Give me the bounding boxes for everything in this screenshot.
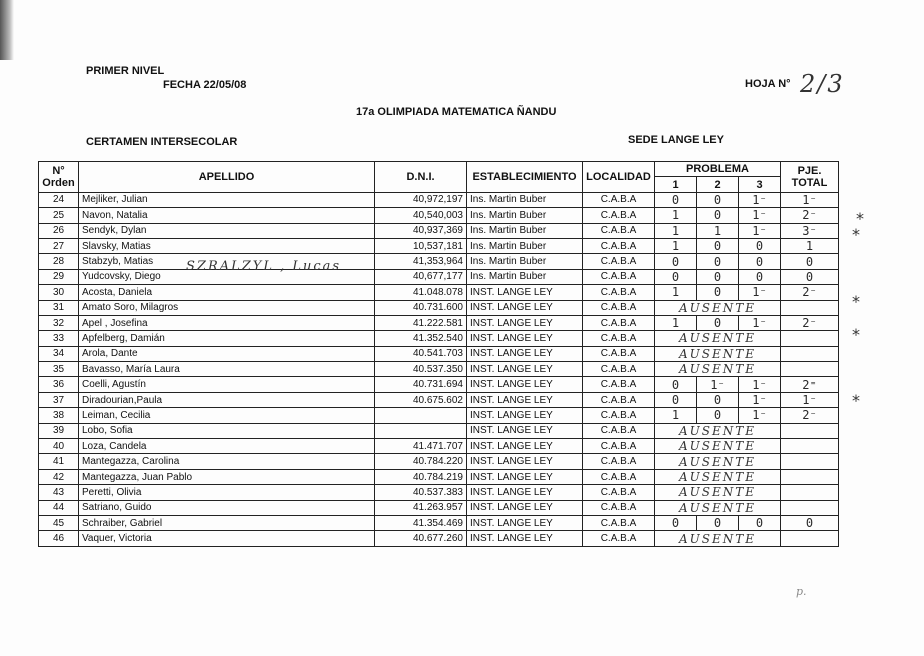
dni-cell: 40,540,003 [375,208,467,223]
handwritten-name: SZRALZYL , Lucas [186,259,342,274]
dni-cell: 40.675.602 [375,392,467,407]
problema-2-cell: 0 [697,515,739,530]
problema-2-cell: 0 [697,254,739,269]
table-row [39,423,839,438]
col-dni: D.N.I. [375,162,467,193]
dni-cell: 40.537.383 [375,485,467,500]
apellido-cell: Vaquer, Victoria [79,531,375,546]
ausente-cell: AUSENTE [655,485,781,500]
problema-1-cell: 1 [655,238,697,253]
star-mark: * [852,391,860,411]
total-cell [781,423,839,438]
dni-cell: 41.222.581 [375,315,467,330]
ausente-cell: AUSENTE [655,346,781,361]
localidad-cell: C.A.B.A [583,254,655,269]
total-cell: 2⁼ [781,377,839,392]
dni-cell: 41.263.957 [375,500,467,515]
orden-cell: 33 [39,331,79,346]
total-cell [781,331,839,346]
col-localidad: LOCALIDAD [583,162,655,193]
orden-cell: 30 [39,285,79,300]
localidad-cell: C.A.B.A [583,392,655,407]
col-orden [39,162,79,193]
problema-2-cell: 1 [697,223,739,238]
sede-label: SEDE LANGE LEY [628,134,724,146]
orden-cell: 41 [39,454,79,469]
establecimiento-cell: INST. LANGE LEY [467,377,583,392]
localidad-cell: C.A.B.A [583,223,655,238]
establecimiento-cell: INST. LANGE LEY [467,485,583,500]
table-row [39,238,839,253]
problema-1-cell: 1 [655,208,697,223]
dni-cell: 40,677,177 [375,269,467,284]
apellido-cell: Leiman, Cecilia [79,408,375,423]
apellido-cell: Bavasso, María Laura [79,362,375,377]
apellido-cell: Diradourian,Paula [79,392,375,407]
ausente-cell: AUSENTE [655,439,781,454]
apellido-cell: Mantegazza, Carolina [79,454,375,469]
total-cell: 2⁻ [781,408,839,423]
localidad-cell: C.A.B.A [583,331,655,346]
apellido-cell: Sendyk, Dylan [79,223,375,238]
orden-cell: 43 [39,485,79,500]
apellido-cell: Lobo, Sofia [79,423,375,438]
orden-cell: 29 [39,269,79,284]
table-row [39,315,839,330]
orden-cell: 25 [39,208,79,223]
localidad-cell: C.A.B.A [583,469,655,484]
problema-1-cell: 0 [655,392,697,407]
problema-3-cell: 1⁻ [739,377,781,392]
dni-cell: 40,937,369 [375,223,467,238]
problema-1-cell: 1 [655,315,697,330]
localidad-cell: C.A.B.A [583,515,655,530]
ausente-cell: AUSENTE [655,454,781,469]
problema-1-cell: 1 [655,285,697,300]
localidad-cell: C.A.B.A [583,408,655,423]
localidad-cell: C.A.B.A [583,531,655,546]
col-p2: 2 [697,177,739,192]
total-cell: 1⁻ [781,392,839,407]
localidad-cell: C.A.B.A [583,377,655,392]
table-row [39,392,839,407]
orden-cell: 31 [39,300,79,315]
star-mark: * [852,324,860,344]
dni-cell: 40.731.694 [375,377,467,392]
dni-cell: 41.048.078 [375,285,467,300]
orden-cell: 40 [39,439,79,454]
table-row [39,531,839,546]
orden-cell: 32 [39,315,79,330]
dni-cell: 40,972,197 [375,192,467,207]
table-row [39,362,839,377]
dni-cell: 41.354.469 [375,515,467,530]
total-cell: 1⁻ [781,192,839,207]
total-cell: 3⁻ [781,223,839,238]
dni-cell: 41,353,964 [375,254,467,269]
apellido-cell: Mejliker, Julian [79,192,375,207]
problema-2-cell: 0 [697,269,739,284]
establecimiento-cell: Ins. Martin Buber [467,254,583,269]
dni-cell: 10,537,181 [375,238,467,253]
dni-cell: 40.537.350 [375,362,467,377]
apellido-cell: Stabzyb, Matias [79,254,375,269]
total-cell [781,531,839,546]
dni-cell [375,423,467,438]
page-title: 17a OLIMPIADA MATEMATICA ÑANDU [356,106,557,118]
orden-cell: 27 [39,238,79,253]
star-mark: * [852,291,860,311]
ausente-cell: AUSENTE [655,300,781,315]
problema-2-cell: 0 [697,315,739,330]
total-cell [781,362,839,377]
establecimiento-cell: INST. LANGE LEY [467,285,583,300]
orden-cell: 38 [39,408,79,423]
table-row [39,285,839,300]
orden-cell: 46 [39,531,79,546]
apellido-cell: Mantegazza, Juan Pablo [79,469,375,484]
total-cell: 0 [781,269,839,284]
total-cell: 2⁻ [781,208,839,223]
dni-cell: 41.471.707 [375,439,467,454]
dni-cell: 40.541.703 [375,346,467,361]
orden-cell: 28 [39,254,79,269]
ausente-cell: AUSENTE [655,469,781,484]
table-row [39,439,839,454]
problema-3-cell: 0 [739,238,781,253]
scan-edge-shadow [0,0,14,60]
orden-cell: 42 [39,469,79,484]
table-row [39,346,839,361]
table-row [39,515,839,530]
col-pje-line2: TOTAL [791,176,828,189]
total-cell [781,454,839,469]
dni-cell: 40.677.260 [375,531,467,546]
establecimiento-cell: INST. LANGE LEY [467,362,583,377]
hoja-label: HOJA N° [745,78,791,90]
ausente-cell: AUSENTE [655,423,781,438]
orden-cell: 24 [39,192,79,207]
establecimiento-cell: INST. LANGE LEY [467,346,583,361]
apellido-cell: Peretti, Olivia [79,485,375,500]
problema-3-cell: 1⁻ [739,315,781,330]
localidad-cell: C.A.B.A [583,485,655,500]
apellido-cell: Apfelberg, Damián [79,331,375,346]
problema-1-cell: 0 [655,377,697,392]
apellido-cell: Yudcovsky, Diego [79,269,375,284]
star-mark: * [852,225,860,245]
establecimiento-cell: Ins. Martin Buber [467,208,583,223]
col-p1: 1 [655,177,697,192]
establecimiento-cell: INST. LANGE LEY [467,300,583,315]
establecimiento-cell: INST. LANGE LEY [467,531,583,546]
problema-3-cell: 1⁻ [739,285,781,300]
apellido-cell: Satriano, Guido [79,500,375,515]
apellido-cell: Schraiber, Gabriel [79,515,375,530]
dni-cell: 40.731.600 [375,300,467,315]
establecimiento-cell: INST. LANGE LEY [467,423,583,438]
localidad-cell: C.A.B.A [583,269,655,284]
establecimiento-cell: Ins. Martin Buber [467,223,583,238]
star-mark: * [856,208,864,228]
establecimiento-cell: INST. LANGE LEY [467,454,583,469]
problema-1-cell: 0 [655,254,697,269]
col-orden-line1: N° [52,164,65,177]
certamen-label: CERTAMEN INTERSECOLAR [86,136,238,148]
orden-cell: 26 [39,223,79,238]
table-row [39,377,839,392]
total-cell [781,500,839,515]
establecimiento-cell: Ins. Martin Buber [467,238,583,253]
total-cell [781,300,839,315]
problema-1-cell: 1 [655,408,697,423]
localidad-cell: C.A.B.A [583,454,655,469]
col-pje-line1: PJE. [797,164,822,177]
localidad-cell: C.A.B.A [583,362,655,377]
problema-1-cell: 0 [655,269,697,284]
table-row [39,454,839,469]
problema-1-cell: 0 [655,192,697,207]
col-problema: PROBLEMA [655,162,781,177]
problema-3-cell: 0 [739,269,781,284]
localidad-cell: C.A.B.A [583,285,655,300]
orden-cell: 34 [39,346,79,361]
col-apellido: APELLIDO [79,162,375,193]
col-p3: 3 [739,177,781,192]
establecimiento-cell: INST. LANGE LEY [467,469,583,484]
dni-cell: 40.784.219 [375,469,467,484]
establecimiento-cell: INST. LANGE LEY [467,392,583,407]
apellido-cell: Navon, Natalia [79,208,375,223]
table-body [39,192,839,546]
dni-cell [375,408,467,423]
problema-2-cell: 0 [697,408,739,423]
table-row [39,485,839,500]
apellido-cell: Apel , Josefina [79,315,375,330]
apellido-cell: Amato Soro, Milagros [79,300,375,315]
localidad-cell: C.A.B.A [583,315,655,330]
problema-3-cell: 1⁻ [739,408,781,423]
orden-cell: 45 [39,515,79,530]
establecimiento-cell: INST. LANGE LEY [467,500,583,515]
problema-1-cell: 0 [655,515,697,530]
table-row [39,223,839,238]
establecimiento-cell: INST. LANGE LEY [467,408,583,423]
table-row [39,269,839,284]
problema-3-cell: 1⁻ [739,192,781,207]
apellido-cell: Arola, Dante [79,346,375,361]
problema-3-cell: 0 [739,254,781,269]
dni-cell: 40.784.220 [375,454,467,469]
ausente-cell: AUSENTE [655,362,781,377]
problema-2-cell: 0 [697,392,739,407]
orden-cell: 37 [39,392,79,407]
localidad-cell: C.A.B.A [583,500,655,515]
problema-2-cell: 0 [697,285,739,300]
localidad-cell: C.A.B.A [583,208,655,223]
ausente-cell: AUSENTE [655,500,781,515]
problema-2-cell: 0 [697,238,739,253]
establecimiento-cell: INST. LANGE LEY [467,315,583,330]
stray-mark: p. [796,585,807,598]
total-cell [781,346,839,361]
orden-cell: 39 [39,423,79,438]
col-orden-line2: Orden [42,176,75,189]
total-cell: 2⁻ [781,315,839,330]
localidad-cell: C.A.B.A [583,423,655,438]
problema-3-cell: 1⁻ [739,392,781,407]
dni-cell: 41.352.540 [375,331,467,346]
apellido-cell: Loza, Candela [79,439,375,454]
apellido-cell: Slavsky, Matias [79,238,375,253]
total-cell: 2⁻ [781,285,839,300]
establecimiento-cell: INST. LANGE LEY [467,331,583,346]
problema-3-cell: 1⁻ [739,208,781,223]
table-row [39,300,839,315]
localidad-cell: C.A.B.A [583,346,655,361]
hoja-value: 2/3 [800,70,845,98]
localidad-cell: C.A.B.A [583,238,655,253]
results-table [38,161,839,547]
fecha-label: FECHA 22/05/08 [163,79,247,91]
total-cell [781,469,839,484]
ausente-cell: AUSENTE [655,331,781,346]
apellido-cell: Coelli, Agustín [79,377,375,392]
total-cell: 0 [781,515,839,530]
col-establecimiento: ESTABLECIMIENTO [467,162,583,193]
orden-cell: 35 [39,362,79,377]
total-cell: 0 [781,254,839,269]
apellido-cell: Acosta, Daniela [79,285,375,300]
problema-2-cell: 0 [697,208,739,223]
table-row [39,500,839,515]
localidad-cell: C.A.B.A [583,300,655,315]
table-row [39,192,839,207]
col-pje [781,162,839,193]
orden-cell: 36 [39,377,79,392]
ausente-cell: AUSENTE [655,531,781,546]
table-row [39,208,839,223]
localidad-cell: C.A.B.A [583,192,655,207]
problema-2-cell: 1⁻ [697,377,739,392]
table-row [39,331,839,346]
table-row [39,408,839,423]
problema-3-cell: 1⁻ [739,223,781,238]
table-row [39,254,839,269]
total-cell: 1 [781,238,839,253]
establecimiento-cell: INST. LANGE LEY [467,515,583,530]
total-cell [781,485,839,500]
establecimiento-cell: Ins. Martin Buber [467,192,583,207]
orden-cell: 44 [39,500,79,515]
problema-3-cell: 0 [739,515,781,530]
problema-2-cell: 0 [697,192,739,207]
localidad-cell: C.A.B.A [583,439,655,454]
nivel-label: PRIMER NIVEL [86,65,165,77]
total-cell [781,439,839,454]
problema-1-cell: 1 [655,223,697,238]
establecimiento-cell: INST. LANGE LEY [467,439,583,454]
table-row [39,469,839,484]
establecimiento-cell: Ins. Martin Buber [467,269,583,284]
